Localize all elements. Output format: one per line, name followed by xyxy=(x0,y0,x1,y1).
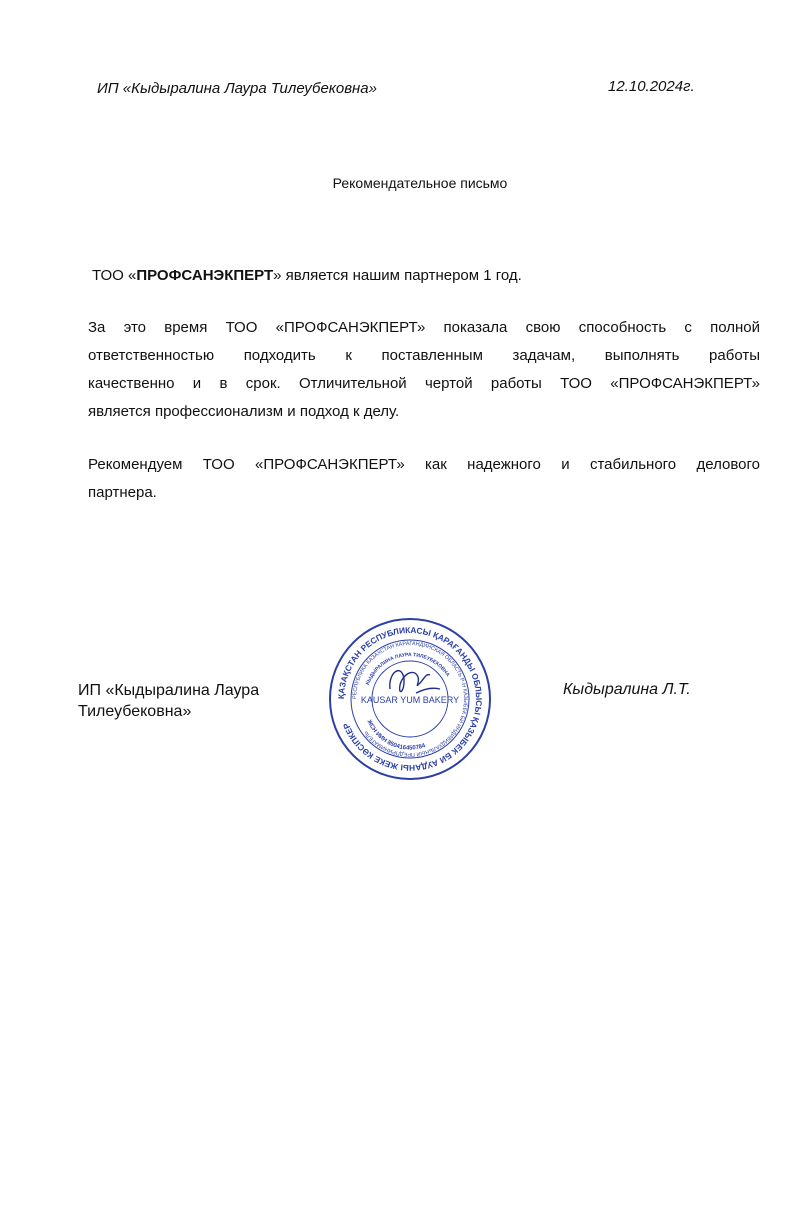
letter-date: 12.10.2024г. xyxy=(608,78,695,95)
stamp-outer-text: ҚАЗАҚСТАН РЕСПУБЛИКАСЫ ҚАРАҒАНДЫ ОБЛЫСЫ ҚАЗЫБЕК БИ АУДАНЫ ЖЕКЕ КӘСІПКЕР xyxy=(335,624,485,774)
performance-paragraph xyxy=(88,314,760,426)
signatory-line-1: ИП «Кыдыралина Лаура xyxy=(78,682,260,699)
stamp-brand: KAUSAR YUM BAKERY xyxy=(360,695,460,705)
intro-paragraph xyxy=(92,267,522,284)
official-stamp xyxy=(328,617,492,781)
issuer-header: ИП «Кыдыралина Лаура Тилеубековна» xyxy=(97,80,377,97)
paragraph-line: партнера. xyxy=(88,484,157,501)
company-name: ПРОФСАНЭКПЕРТ xyxy=(136,267,274,284)
paragraph-line: Рекомендуем ТОО «ПРОФСАНЭКПЕРТ» как надежного и стабильного делового xyxy=(88,456,760,473)
signatory-name: Кыдыралина Л.Т. xyxy=(563,681,691,698)
stamp-iin: ЖСН ИИН 850416450784 xyxy=(365,719,427,752)
paragraph-line: является профессионализм и подход к делу. xyxy=(88,403,400,420)
paragraph-line: ответственностью подходить к поставленным задачам, выполнять работы xyxy=(88,347,760,364)
signatory-line-2: Тилеубековна» xyxy=(78,703,192,720)
stamp-inner-text: РЕСПУБЛИКА КАЗАХСТАН КАРАГАНДИНСКАЯ ОБЛАСТЬ Р-Н КАЗЫБЕК БИ ИНДИВИДУАЛЬНЫЙ ПРЕДПРИНИМАТЕЛЬ xyxy=(351,640,469,758)
stamp-name-arc: КЫДЫРАЛИНА ЛАУРА ТИЛЕУБЕКОВНА xyxy=(364,652,451,686)
signatory-block xyxy=(78,680,259,722)
letter-title: Рекомендательное письмо xyxy=(332,175,508,191)
paragraph-line: качественно и в срок. Отличительной чертой работы ТОО «ПРОФСАНЭКПЕРТ» xyxy=(88,375,760,392)
handwritten-signature xyxy=(390,671,440,693)
paragraph-line: За это время ТОО «ПРОФСАНЭКПЕРТ» показала свою способность с полной xyxy=(88,319,760,336)
intro-prefix: ТОО « xyxy=(92,267,137,284)
recommendation-paragraph xyxy=(88,451,760,507)
intro-suffix: » является нашим партнером 1 год. xyxy=(273,267,522,284)
